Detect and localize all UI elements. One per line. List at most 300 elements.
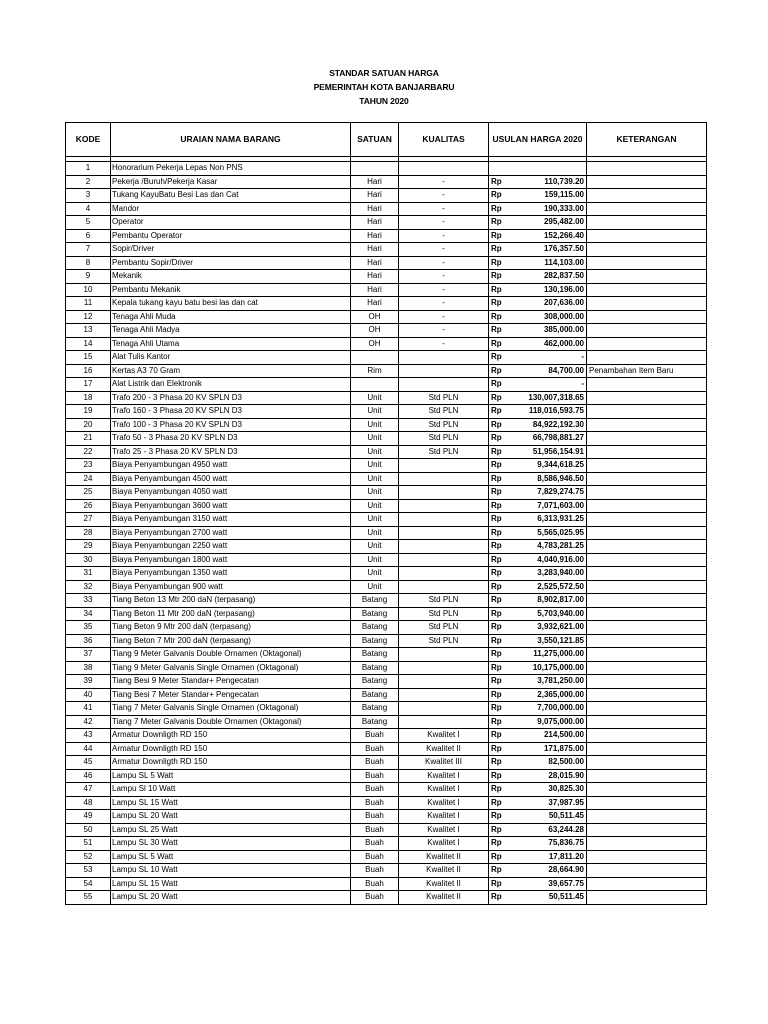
cell-harga: 4,783,281.25 (509, 540, 587, 554)
cell-satuan: Buah (351, 742, 399, 756)
cell-keterangan (587, 796, 707, 810)
cell-uraian: Biaya Penyambungan 4950 watt (111, 459, 351, 473)
cell-kualitas (399, 486, 489, 500)
cell-kualitas (399, 553, 489, 567)
cell-kode: 6 (66, 229, 111, 243)
cell-harga: 37,987.95 (509, 796, 587, 810)
cell-kualitas (399, 567, 489, 581)
cell-satuan: Buah (351, 756, 399, 770)
cell-keterangan (587, 202, 707, 216)
cell-kualitas: Kwalitet I (399, 729, 489, 743)
cell-currency: Rp (489, 702, 509, 716)
cell-harga: 3,283,940.00 (509, 567, 587, 581)
cell-kode: 55 (66, 891, 111, 905)
table-row (66, 756, 707, 770)
cell-harga: 159,115.00 (509, 189, 587, 203)
cell-satuan: Unit (351, 472, 399, 486)
cell-harga: 152,266.40 (509, 229, 587, 243)
cell-satuan: Unit (351, 418, 399, 432)
cell-currency: Rp (489, 688, 509, 702)
cell-keterangan (587, 351, 707, 365)
cell-currency: Rp (489, 877, 509, 891)
cell-keterangan (587, 310, 707, 324)
cell-satuan: Hari (351, 270, 399, 284)
cell-kualitas: Std PLN (399, 418, 489, 432)
cell-uraian: Operator (111, 216, 351, 230)
cell-kode: 3 (66, 189, 111, 203)
cell-kualitas: Std PLN (399, 405, 489, 419)
cell-currency: Rp (489, 202, 509, 216)
cell-kode: 26 (66, 499, 111, 513)
cell-kualitas (399, 715, 489, 729)
cell-kualitas (399, 513, 489, 527)
table-row (66, 364, 707, 378)
cell-satuan: Unit (351, 499, 399, 513)
cell-satuan: Unit (351, 540, 399, 554)
table-row (66, 715, 707, 729)
cell-kode: 11 (66, 297, 111, 311)
cell-kode: 49 (66, 810, 111, 824)
cell-currency: Rp (489, 715, 509, 729)
cell-harga: 214,500.00 (509, 729, 587, 743)
cell-satuan: Unit (351, 580, 399, 594)
cell-uraian: Trafo 25 - 3 Phasa 20 KV SPLN D3 (111, 445, 351, 459)
cell-currency: Rp (489, 540, 509, 554)
table-row (66, 513, 707, 527)
table-row (66, 607, 707, 621)
cell-keterangan (587, 432, 707, 446)
cell-kode: 23 (66, 459, 111, 473)
cell-currency: Rp (489, 756, 509, 770)
cell-currency: Rp (489, 567, 509, 581)
cell-kode: 52 (66, 850, 111, 864)
cell-currency: Rp (489, 729, 509, 743)
cell-uraian: Tiang Besi 7 Meter Standar+ Pengecatan (111, 688, 351, 702)
cell-keterangan (587, 688, 707, 702)
cell-kualitas: - (399, 310, 489, 324)
table-row (66, 567, 707, 581)
cell-currency: Rp (489, 580, 509, 594)
table-row (66, 769, 707, 783)
cell-uraian: Tenaga Ahli Utama (111, 337, 351, 351)
cell-kode: 2 (66, 175, 111, 189)
cell-keterangan (587, 229, 707, 243)
table-row (66, 648, 707, 662)
cell-kualitas (399, 540, 489, 554)
cell-satuan: Hari (351, 297, 399, 311)
table-row (66, 351, 707, 365)
cell-kode: 46 (66, 769, 111, 783)
cell-kualitas: - (399, 229, 489, 243)
cell-keterangan (587, 729, 707, 743)
table-row (66, 796, 707, 810)
cell-uraian: Sopir/Driver (111, 243, 351, 257)
table-row (66, 783, 707, 797)
cell-currency: Rp (489, 783, 509, 797)
cell-uraian: Kepala tukang kayu batu besi las dan cat (111, 297, 351, 311)
cell-satuan: OH (351, 310, 399, 324)
cell-satuan: Hari (351, 175, 399, 189)
cell-kode: 45 (66, 756, 111, 770)
column-header-kode: KODE (66, 123, 111, 157)
cell-uraian: Mekanik (111, 270, 351, 284)
column-header-kualitas: KUALITAS (399, 123, 489, 157)
cell-uraian: Armatur Downligth RD 150 (111, 729, 351, 743)
cell-kode: 31 (66, 567, 111, 581)
cell-satuan: Buah (351, 837, 399, 851)
cell-keterangan (587, 270, 707, 284)
cell-satuan: Unit (351, 432, 399, 446)
cell-satuan: Buah (351, 891, 399, 905)
cell-satuan: Buah (351, 877, 399, 891)
cell-satuan (351, 351, 399, 365)
table-row (66, 526, 707, 540)
cell-kode: 7 (66, 243, 111, 257)
cell-uraian: Trafo 160 - 3 Phasa 20 KV SPLN D3 (111, 405, 351, 419)
cell-kualitas: Kwalitet I (399, 769, 489, 783)
cell-harga: - (509, 351, 587, 365)
table-row (66, 486, 707, 500)
cell-uraian: Tiang 7 Meter Galvanis Single Ornamen (Oktagonal) (111, 702, 351, 716)
cell-harga: 176,357.50 (509, 243, 587, 257)
cell-kualitas: Kwalitet III (399, 756, 489, 770)
cell-uraian: Trafo 100 - 3 Phasa 20 KV SPLN D3 (111, 418, 351, 432)
cell-keterangan (587, 580, 707, 594)
cell-uraian: Tenaga Ahli Madya (111, 324, 351, 338)
cell-keterangan (587, 607, 707, 621)
cell-keterangan (587, 594, 707, 608)
cell-harga: 171,875.00 (509, 742, 587, 756)
cell-keterangan (587, 756, 707, 770)
cell-satuan: Batang (351, 675, 399, 689)
cell-kode: 20 (66, 418, 111, 432)
table-row (66, 553, 707, 567)
cell-harga: 7,700,000.00 (509, 702, 587, 716)
cell-harga: 8,902,817.00 (509, 594, 587, 608)
table-row (66, 175, 707, 189)
cell-keterangan (587, 891, 707, 905)
cell-kualitas: - (399, 202, 489, 216)
cell-harga: 63,244.28 (509, 823, 587, 837)
cell-keterangan (587, 675, 707, 689)
cell-kode: 38 (66, 661, 111, 675)
cell-harga: 2,525,572.50 (509, 580, 587, 594)
cell-kualitas (399, 472, 489, 486)
cell-currency: Rp (489, 432, 509, 446)
cell-satuan: Buah (351, 864, 399, 878)
cell-currency: Rp (489, 850, 509, 864)
cell-kualitas: Kwalitet II (399, 742, 489, 756)
cell-keterangan (587, 877, 707, 891)
cell-harga: 110,739.20 (509, 175, 587, 189)
table-row (66, 850, 707, 864)
cell-harga: 3,550,121.85 (509, 634, 587, 648)
cell-kode: 51 (66, 837, 111, 851)
cell-kualitas (399, 378, 489, 392)
cell-keterangan (587, 850, 707, 864)
cell-kode: 50 (66, 823, 111, 837)
cell-kode: 37 (66, 648, 111, 662)
price-standard-table (65, 122, 707, 905)
cell-kualitas: - (399, 297, 489, 311)
cell-kode: 16 (66, 364, 111, 378)
cell-satuan: Buah (351, 796, 399, 810)
cell-harga: 82,500.00 (509, 756, 587, 770)
cell-kualitas: Kwalitet I (399, 783, 489, 797)
cell-satuan: Unit (351, 391, 399, 405)
table-row (66, 324, 707, 338)
cell-harga: 4,040,916.00 (509, 553, 587, 567)
table-row (66, 229, 707, 243)
cell-kode: 8 (66, 256, 111, 270)
cell-kualitas (399, 499, 489, 513)
cell-currency: Rp (489, 283, 509, 297)
table-row (66, 418, 707, 432)
cell-satuan (351, 162, 399, 176)
cell-currency: Rp (489, 796, 509, 810)
cell-uraian: Biaya Penyambungan 3600 watt (111, 499, 351, 513)
cell-keterangan (587, 405, 707, 419)
cell-uraian: Trafo 200 - 3 Phasa 20 KV SPLN D3 (111, 391, 351, 405)
cell-keterangan (587, 553, 707, 567)
cell-kualitas: - (399, 175, 489, 189)
table-header-row (66, 123, 707, 157)
cell-satuan: Hari (351, 216, 399, 230)
cell-kualitas (399, 162, 489, 176)
cell-currency: Rp (489, 364, 509, 378)
cell-satuan: Batang (351, 688, 399, 702)
cell-kode: 32 (66, 580, 111, 594)
cell-uraian: Alat Tulis Kantor (111, 351, 351, 365)
cell-keterangan (587, 567, 707, 581)
cell-harga (509, 162, 587, 176)
cell-satuan: Hari (351, 256, 399, 270)
cell-satuan: Hari (351, 283, 399, 297)
cell-kualitas: Kwalitet II (399, 891, 489, 905)
cell-keterangan (587, 810, 707, 824)
cell-currency (489, 162, 509, 176)
cell-currency: Rp (489, 445, 509, 459)
cell-currency: Rp (489, 175, 509, 189)
cell-kode: 14 (66, 337, 111, 351)
cell-uraian: Biaya Penyambungan 4500 watt (111, 472, 351, 486)
cell-kode: 54 (66, 877, 111, 891)
table-row (66, 823, 707, 837)
cell-satuan: Unit (351, 553, 399, 567)
cell-satuan: Unit (351, 445, 399, 459)
cell-uraian: Trafo 50 - 3 Phasa 20 KV SPLN D3 (111, 432, 351, 446)
cell-currency: Rp (489, 661, 509, 675)
cell-satuan: OH (351, 337, 399, 351)
cell-harga: 3,932,621.00 (509, 621, 587, 635)
cell-currency: Rp (489, 486, 509, 500)
cell-harga: 39,657.75 (509, 877, 587, 891)
table-row (66, 459, 707, 473)
cell-kualitas: Std PLN (399, 634, 489, 648)
cell-harga: 2,365,000.00 (509, 688, 587, 702)
cell-keterangan: Penambahan Item Baru (587, 364, 707, 378)
table-row (66, 702, 707, 716)
cell-uraian: Tiang Besi 9 Meter Standar+ Pengecatan (111, 675, 351, 689)
cell-currency: Rp (489, 499, 509, 513)
cell-kode: 18 (66, 391, 111, 405)
table-row (66, 675, 707, 689)
cell-keterangan (587, 189, 707, 203)
cell-uraian: Biaya Penyambungan 1800 watt (111, 553, 351, 567)
cell-currency: Rp (489, 648, 509, 662)
cell-kode: 21 (66, 432, 111, 446)
cell-kualitas: Kwalitet II (399, 850, 489, 864)
cell-keterangan (587, 513, 707, 527)
cell-kode: 42 (66, 715, 111, 729)
cell-kode: 1 (66, 162, 111, 176)
cell-keterangan (587, 216, 707, 230)
cell-keterangan (587, 324, 707, 338)
cell-currency: Rp (489, 216, 509, 230)
table-row (66, 256, 707, 270)
cell-kualitas: - (399, 216, 489, 230)
cell-currency: Rp (489, 823, 509, 837)
cell-keterangan (587, 391, 707, 405)
document-year: TAHUN 2020 (359, 96, 409, 106)
cell-satuan: Batang (351, 594, 399, 608)
table-row (66, 742, 707, 756)
cell-currency: Rp (489, 810, 509, 824)
cell-kualitas: - (399, 324, 489, 338)
cell-currency: Rp (489, 891, 509, 905)
cell-harga: 5,565,025.95 (509, 526, 587, 540)
cell-uraian: Biaya Penyambungan 4050 watt (111, 486, 351, 500)
cell-satuan (351, 378, 399, 392)
cell-currency: Rp (489, 594, 509, 608)
cell-uraian: Armatur Downligth RD 150 (111, 756, 351, 770)
table-row (66, 864, 707, 878)
cell-currency: Rp (489, 742, 509, 756)
cell-kode: 41 (66, 702, 111, 716)
cell-uraian: Biaya Penyambungan 2700 watt (111, 526, 351, 540)
cell-kualitas: Std PLN (399, 621, 489, 635)
cell-kode: 36 (66, 634, 111, 648)
cell-currency: Rp (489, 526, 509, 540)
cell-kode: 22 (66, 445, 111, 459)
cell-satuan: Buah (351, 783, 399, 797)
cell-kode: 12 (66, 310, 111, 324)
cell-currency: Rp (489, 513, 509, 527)
cell-kualitas (399, 648, 489, 662)
cell-currency: Rp (489, 607, 509, 621)
cell-satuan: Buah (351, 769, 399, 783)
table-row (66, 729, 707, 743)
cell-harga: 462,000.00 (509, 337, 587, 351)
cell-currency: Rp (489, 837, 509, 851)
table-row (66, 580, 707, 594)
cell-kualitas: Std PLN (399, 607, 489, 621)
cell-harga: 295,482.00 (509, 216, 587, 230)
cell-uraian: Lampu SL 25 Watt (111, 823, 351, 837)
cell-uraian: Lampu SL 15 Watt (111, 877, 351, 891)
cell-satuan: OH (351, 324, 399, 338)
cell-satuan: Unit (351, 526, 399, 540)
table-row (66, 310, 707, 324)
table-row (66, 378, 707, 392)
cell-keterangan (587, 634, 707, 648)
table-row (66, 688, 707, 702)
cell-harga: 190,333.00 (509, 202, 587, 216)
cell-kualitas: - (399, 189, 489, 203)
cell-currency: Rp (489, 675, 509, 689)
cell-kualitas: Kwalitet I (399, 810, 489, 824)
cell-satuan: Hari (351, 243, 399, 257)
cell-keterangan (587, 648, 707, 662)
table-row (66, 162, 707, 176)
cell-uraian: Lampu SL 30 Watt (111, 837, 351, 851)
cell-keterangan (587, 459, 707, 473)
cell-currency: Rp (489, 769, 509, 783)
cell-kualitas: - (399, 283, 489, 297)
cell-keterangan (587, 297, 707, 311)
cell-kualitas: Std PLN (399, 432, 489, 446)
cell-satuan: Unit (351, 459, 399, 473)
cell-kualitas: - (399, 337, 489, 351)
cell-keterangan (587, 418, 707, 432)
cell-kualitas: Std PLN (399, 391, 489, 405)
cell-kode: 39 (66, 675, 111, 689)
cell-kualitas: Kwalitet II (399, 864, 489, 878)
cell-keterangan (587, 175, 707, 189)
table-row (66, 283, 707, 297)
cell-harga: 9,075,000.00 (509, 715, 587, 729)
cell-keterangan (587, 256, 707, 270)
table-row (66, 189, 707, 203)
cell-currency: Rp (489, 634, 509, 648)
document-subtitle: PEMERINTAH KOTA BANJARBARU (313, 82, 455, 92)
cell-currency: Rp (489, 270, 509, 284)
cell-uraian: Tenaga Ahli Muda (111, 310, 351, 324)
cell-uraian: Tiang 9 Meter Galvanis Single Ornamen (Oktagonal) (111, 661, 351, 675)
table-row (66, 270, 707, 284)
cell-uraian: Honorarium Pekerja Lepas Non PNS (111, 162, 351, 176)
cell-uraian: Biaya Penyambungan 2250 watt (111, 540, 351, 554)
cell-satuan: Buah (351, 729, 399, 743)
cell-kualitas: - (399, 243, 489, 257)
cell-satuan: Unit (351, 513, 399, 527)
cell-kualitas (399, 702, 489, 716)
table-row (66, 391, 707, 405)
cell-uraian: Pekerja /Buruh/Pekerja Kasar (111, 175, 351, 189)
cell-currency: Rp (489, 337, 509, 351)
cell-currency: Rp (489, 351, 509, 365)
cell-uraian: Lampu SL 20 Watt (111, 810, 351, 824)
cell-uraian: Tukang KayuBatu Besi Las dan Cat (111, 189, 351, 203)
cell-uraian: Biaya Penyambungan 1350 watt (111, 567, 351, 581)
cell-currency: Rp (489, 459, 509, 473)
cell-kode: 17 (66, 378, 111, 392)
cell-satuan: Hari (351, 202, 399, 216)
cell-harga: 10,175,000.00 (509, 661, 587, 675)
cell-uraian: Lampu SL 5 Watt (111, 769, 351, 783)
cell-currency: Rp (489, 378, 509, 392)
cell-kode: 43 (66, 729, 111, 743)
cell-kode: 53 (66, 864, 111, 878)
cell-harga: 385,000.00 (509, 324, 587, 338)
cell-satuan: Batang (351, 661, 399, 675)
cell-harga: 207,636.00 (509, 297, 587, 311)
cell-harga: 7,829,274.75 (509, 486, 587, 500)
cell-keterangan (587, 472, 707, 486)
cell-keterangan (587, 661, 707, 675)
cell-harga: 118,016,593.75 (509, 405, 587, 419)
column-header-satuan: SATUAN (351, 123, 399, 157)
